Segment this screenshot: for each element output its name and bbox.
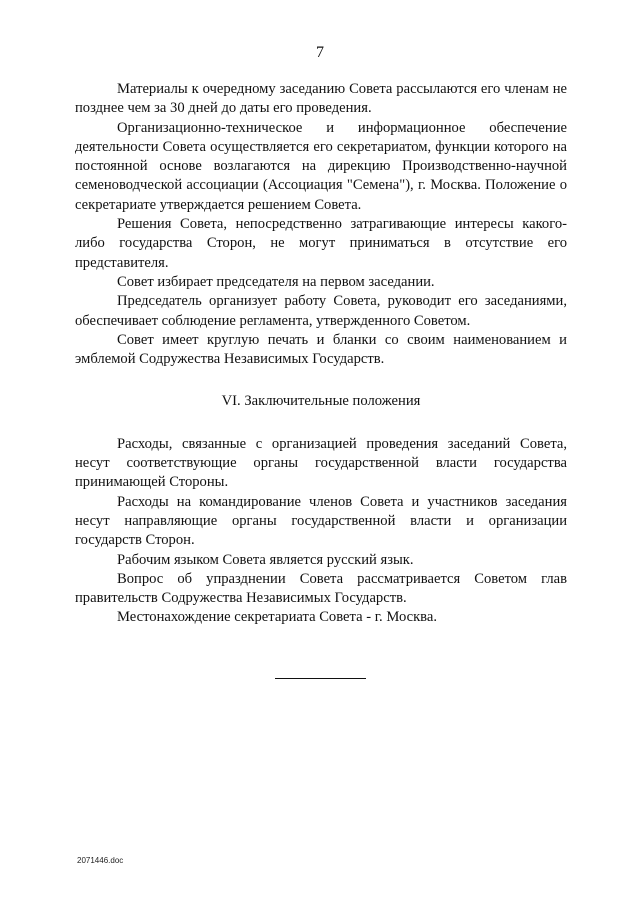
paragraph-decisions: Решения Совета, непосредственно затрагивающие интересы какого-либо государства Сторон, не могут приниматься в отсутствие его представителя. <box>75 216 567 271</box>
paragraph-seal: Совет имеет круглую печать и бланки со своим наименованием и эмблемой Содружества Независимых Государств. <box>75 331 567 368</box>
paragraph-chairman-election: Совет избирает председателя на первом заседании. <box>117 273 435 290</box>
paragraph-materials: Материалы к очередному заседанию Совета рассылаются его членам не позднее чем за 30 дней до даты его проведения. <box>75 81 567 117</box>
paragraph-travel-expenses: Расходы на командирование членов Совета и участников заседания несут направляющие органы государственной власти и организации государств Сторон. <box>75 493 567 549</box>
paragraph-chairman-duties: Председатель организует работу Совета, руководит его заседаниями, обеспечивает соблюдение регламента, утвержденного Советом. <box>75 293 567 329</box>
paragraph-abolition: Вопрос об упразднении Совета рассматривается Советом глав правительств Содружества Независимых Государств. <box>75 570 567 607</box>
paragraph-meeting-expenses: Расходы, связанные с организацией проведения заседаний Совета, несут соответствующие органы государственной власти государства принимающей Стороны. <box>75 435 567 491</box>
end-divider <box>275 678 366 679</box>
paragraph-working-language: Рабочим языком Совета является русский язык. <box>117 551 414 568</box>
document-body <box>75 80 567 628</box>
paragraph-secretariat: Организационно-техническое и информационное обеспечение деятельности Совета осуществляется его секретариатом, функции которого на постоянной основе возлагаются на дирекцию Производственно-научной семеноводческой ассоциации (Ассоциация "Семена"), г. Москва. Положение о секретариате утверждается решением Совета. <box>75 119 567 213</box>
paragraph-location: Местонахождение секретариата Совета - г. Москва. <box>117 609 437 626</box>
page-number: 7 <box>316 44 324 61</box>
section-heading: VI. Заключительные положения <box>221 393 421 410</box>
footer-filename: 2071446.doc <box>77 856 124 865</box>
